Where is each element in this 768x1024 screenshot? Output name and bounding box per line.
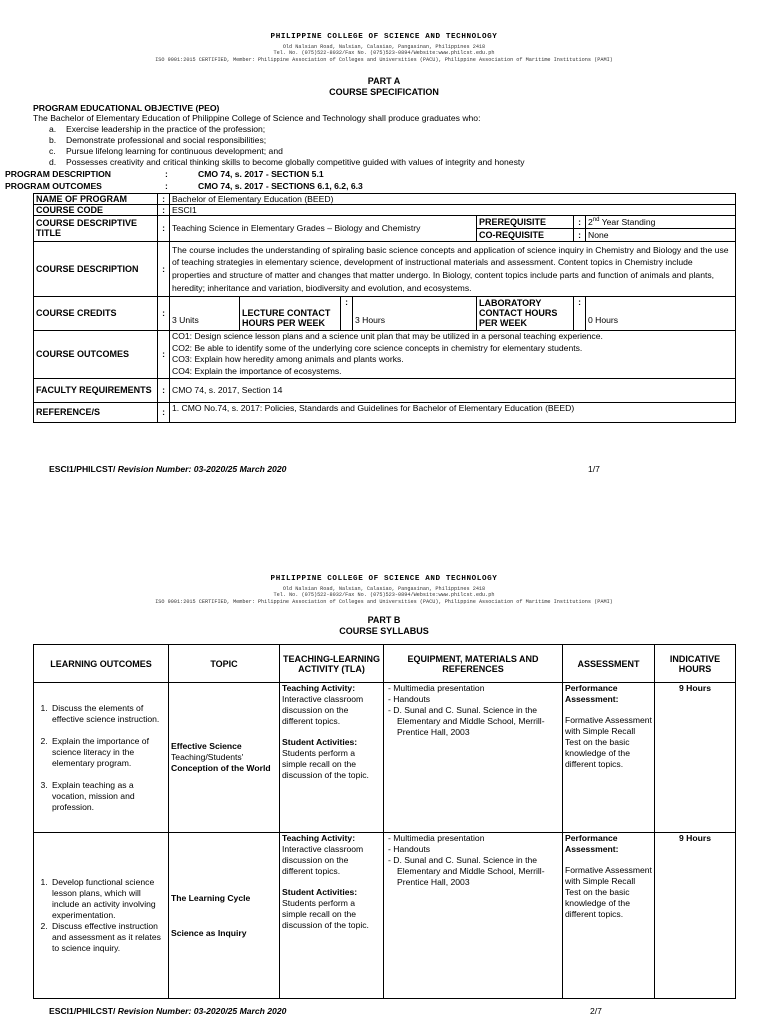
outcomes-label: COURSE OUTCOMES (34, 330, 158, 378)
syllabus-row (34, 833, 736, 999)
teaching-activity-text: Interactive classroom discussion on the different topics. (282, 844, 364, 877)
credits-value: 3 Units (170, 296, 240, 330)
topic-cell (169, 683, 280, 833)
part-b-title: COURSE SYLLABUS (339, 626, 429, 637)
program-outcomes-label: PROGRAM OUTCOMES (5, 180, 102, 191)
lecture-value: 3 Hours (353, 296, 477, 330)
page-1 (0, 0, 768, 474)
topic-cell (169, 833, 280, 999)
page-1-footer (49, 464, 286, 474)
spec-row-code: COURSE CODE : ESCI1 (34, 204, 736, 215)
college-name: PHILIPPINE COLLEGE OF SCIENCE AND TECHNOLOGY (270, 575, 498, 583)
col-topic: TOPIC (169, 645, 280, 683)
assessment-heading: Performance Assessment: (565, 833, 619, 855)
assessment-heading: Performance Assessment: (565, 683, 619, 705)
spec-row-name: NAME OF PROGRAM : Bachelor of Elementary Education (BEED) (34, 193, 736, 204)
spec-row-description: COURSE DESCRIPTION : The course includes the understanding of spiraling basic science concepts and application of science inquiry in Chemistry and Biology and the use of teaching strategies in elementary science, development of instructional materials and assessment. Content topics in Chemistry include properties and structure of matter and changes that matter undergo. In Biology, content topics include parts and function of animals and plants, heredity; inheritance and variation, biodiversity and evolution, and ecosystems. (34, 241, 736, 296)
code-label: COURSE CODE (34, 204, 158, 215)
topic-line: Effective Science (171, 741, 242, 752)
part-a-title: COURSE SPECIFICATION (329, 87, 439, 98)
references-value: 1. CMO No.74, s. 2017: Policies, Standards and Guidelines for Bachelor of Elementary Education (BEED) (170, 402, 736, 422)
learning-outcome: 1. Discuss the elements of effective science instruction. (50, 703, 166, 725)
spec-row-faculty: FACULTY REQUIREMENTS : CMO 74, s. 2017, Section 14 (34, 378, 736, 402)
program-description-row: PROGRAM DESCRIPTION : CMO 74, s. 2017 - SECTION 5.1 (5, 168, 324, 179)
topic-line: Teaching/Students' (171, 752, 244, 763)
material-item: - Multimedia presentation (388, 683, 485, 694)
lab-value: 0 Hours (586, 296, 736, 330)
spec-row-credits: COURSE CREDITS : 3 Units LECTURE CONTACT HOURS PER WEEK : 3 Hours LABORATORY CONTACT HOURS PER WEEK : 0 Hours (34, 296, 736, 330)
topic-line: Conception of the World (171, 763, 271, 774)
description-label: COURSE DESCRIPTION (34, 241, 158, 296)
material-item: - D. Sunal and C. Sunal. Science in the Elementary and Middle School, Merrill-Prentice Hall, 2003 (388, 855, 545, 888)
prereq-value: 2nd Year Standing (586, 215, 736, 228)
hours-cell: 9 Hours (655, 833, 736, 999)
teaching-activity-heading: Teaching Activity: (282, 833, 356, 844)
part-b-label: PART B (367, 615, 401, 626)
part-a-label: PART A (367, 76, 401, 87)
material-item: - Handouts (388, 694, 431, 705)
col-tla: TEACHING-LEARNING ACTIVITY (TLA) (280, 645, 384, 683)
assessment-cell (563, 683, 655, 833)
lecture-label: LECTURE CONTACT HOURS PER WEEK (240, 296, 341, 330)
prereq-label: PREREQUISITE (477, 215, 574, 228)
college-contact: Tel. No. (075)522-8032/Fax No. (075)523-0894/Website:www.philcst.edu.ph (273, 592, 495, 599)
student-activities-heading: Student Activities: (282, 887, 358, 898)
learning-outcome: 2. Discuss effective instruction and assessment as it relates to science inquiry. (50, 921, 166, 954)
college-iso: ISO 9001:2015 CERTIFIED, Member: Philippine Association of Colleges and Universities (PACU), Philippine Association of Maritime Institutions (PAMI) (155, 598, 613, 605)
faculty-value: CMO 74, s. 2017, Section 14 (170, 378, 736, 402)
topic-line: Science as Inquiry (171, 927, 247, 938)
syllabus-table (33, 644, 736, 999)
material-item: - Handouts (388, 844, 431, 855)
peo-intro: The Bachelor of Elementary Education of Philippine College of Science and Technology shall produce graduates who: (33, 113, 481, 124)
college-address: Old Nalsian Road, Nalsian, Calasiao, Pangasinan, Philippines 2418 (282, 586, 486, 592)
footer-revision: Revision Number: 03-2020/25 March 2020 (117, 464, 287, 474)
college-iso: ISO 9001:2015 CERTIFIED, Member: Philippine Association of Colleges and Universities (PACU), Philippine Association of Maritime Institutions (PAMI) (155, 56, 613, 63)
assessment-text: Formative Assessment with Simple Recall Test on the basic knowledge of the different topics. (565, 715, 652, 770)
col-hours: INDICATIVE HOURS (655, 645, 736, 683)
name-value: Bachelor of Elementary Education (BEED) (170, 193, 736, 204)
course-outcome: CO2: Be able to identify some of the underlying core science concepts in chemistry for elementary students. (172, 342, 583, 353)
material-item: - D. Sunal and C. Sunal. Science in the Elementary and Middle School, Merrill-Prentice Hall, 2003 (388, 705, 545, 738)
outcomes-value (170, 330, 736, 378)
peo-item: b. Demonstrate professional and social responsibilities; (49, 134, 267, 145)
learning-outcomes-cell (34, 683, 169, 833)
col-assessment: ASSESSMENT (563, 645, 655, 683)
college-header (0, 575, 768, 605)
footer-code: ESCI1/PHILCST/ (49, 464, 116, 474)
faculty-label: FACULTY REQUIREMENTS (34, 378, 158, 402)
peo-list (0, 124, 768, 169)
references-label: REFERENCE/S (34, 402, 158, 422)
page-2-number: 2/7 (590, 1006, 602, 1016)
code-value: ESCI1 (170, 204, 736, 215)
spec-row-title: COURSE DESCRIPTIVE TITLE : Teaching Science in Elementary Grades – Biology and Chemistry PREREQUISITE : 2nd Year Standing (34, 215, 736, 228)
teaching-activity-heading: Teaching Activity: (282, 683, 356, 694)
college-contact: Tel. No. (075)522-8032/Fax No. (075)523-0894/Website:www.philcst.edu.ph (273, 50, 495, 57)
college-address: Old Nalsian Road, Nalsian, Calasiao, Pangasinan, Philippines 2418 (282, 44, 486, 50)
assessment-cell (563, 833, 655, 999)
student-activities-text: Students perform a simple recall on the discussion of the topic. (282, 748, 369, 781)
course-outcome: CO3: Explain how heredity among animals and plants works. (172, 354, 404, 365)
footer-code: ESCI1/PHILCST/ (49, 1006, 116, 1016)
footer-revision: Revision Number: 03-2020/25 March 2020 (117, 1006, 287, 1016)
course-outcome: CO1: Design science lesson plans and a science unit plan that may be utilized in a personal teaching experience. (172, 330, 603, 341)
peo-title: PROGRAM EDUCATIONAL OBJECTIVE (PEO) (33, 103, 220, 114)
title-label: COURSE DESCRIPTIVE TITLE (34, 215, 158, 241)
program-description-value: CMO 74, s. 2017 - SECTION 5.1 (198, 168, 324, 179)
student-activities-text: Students perform a simple recall on the discussion of the topic. (282, 898, 369, 931)
topic-line: The Learning Cycle (171, 892, 251, 903)
peo-item: a. Exercise leadership in the practice of the profession; (49, 123, 266, 134)
peo-item: d. Possesses creativity and critical thinking skills to become globally competitive guided with values of integrity and honesty (49, 157, 525, 168)
peo-item: c. Pursue lifelong learning for continuous development; and (49, 146, 283, 157)
learning-outcome: 2. Explain the importance of science literacy in the elementary program. (50, 736, 166, 769)
learning-outcome: 3. Explain teaching as a vocation, mission and profession. (50, 780, 166, 813)
spec-row-references: REFERENCE/S : 1. CMO No.74, s. 2017: Policies, Standards and Guidelines for Bachelor of Elementary Education (BEED) (34, 402, 736, 422)
assessment-text: Formative Assessment with Simple Recall Test on the basic knowledge of the different topics. (565, 865, 652, 920)
col-materials: EQUIPMENT, MATERIALS AND REFERENCES (384, 645, 563, 683)
page-1-number: 1/7 (588, 464, 600, 474)
title-value: Teaching Science in Elementary Grades – Biology and Chemistry (170, 215, 477, 241)
program-description-label: PROGRAM DESCRIPTION (5, 168, 111, 179)
student-activities-heading: Student Activities: (282, 737, 358, 748)
material-item: - Multimedia presentation (388, 833, 485, 844)
program-outcomes-value: CMO 74, s. 2017 - SECTIONS 6.1, 6.2, 6.3 (198, 180, 363, 191)
college-header (0, 0, 768, 63)
description-value: The course includes the understanding of spiraling basic science concepts and application of science inquiry in Chemistry and Biology and the use of teaching strategies in elementary science, development of instructional materials and assessment. Content topics in Chemistry include properties and structure of matter and changes that matter undergo. In Biology, content topics include parts and function of animals and plants, heredity; inheritance and variation, biodiversity and evolution, and ecosystems. (170, 241, 736, 296)
hours-cell: 9 Hours (655, 683, 736, 833)
materials-cell (384, 683, 563, 833)
program-outcomes-row: PROGRAM OUTCOMES : CMO 74, s. 2017 - SECTIONS 6.1, 6.2, 6.3 (5, 180, 363, 191)
learning-outcome: 1. Develop functional science lesson plans, which will include an activity involving experimentation. (50, 877, 166, 921)
spec-row-coreq: CO-REQUISITE : None (34, 228, 736, 241)
coreq-label: CO-REQUISITE (477, 228, 574, 241)
col-learning-outcomes: LEARNING OUTCOMES (34, 645, 169, 683)
lab-label: LABORATORY CONTACT HOURS PER WEEK (477, 296, 574, 330)
college-name: PHILIPPINE COLLEGE OF SCIENCE AND TECHNOLOGY (270, 33, 498, 41)
course-spec-table (33, 193, 736, 423)
materials-cell (384, 833, 563, 999)
spec-row-outcomes: COURSE OUTCOMES : CO1: Design science lesson plans and a science unit plan that may be utilized in a personal teaching experience. CO2: Be able to identify some of the underlying core science concepts in chemistry for elementary students. CO3: Explain how heredity among animals and plants works. CO4: Explain the importance of ecosystems. (34, 330, 736, 378)
tla-cell (280, 833, 384, 999)
credits-label: COURSE CREDITS (34, 296, 158, 330)
course-outcome: CO4: Explain the importance of ecosystems. (172, 366, 342, 377)
learning-outcomes-cell (34, 833, 169, 999)
syllabus-row (34, 683, 736, 833)
page-2 (0, 575, 768, 1016)
coreq-value: None (586, 228, 736, 241)
page-2-footer (49, 1006, 286, 1016)
syllabus-header-row (34, 645, 736, 683)
name-label: NAME OF PROGRAM (34, 193, 158, 204)
tla-cell (280, 683, 384, 833)
teaching-activity-text: Interactive classroom discussion on the different topics. (282, 694, 364, 727)
